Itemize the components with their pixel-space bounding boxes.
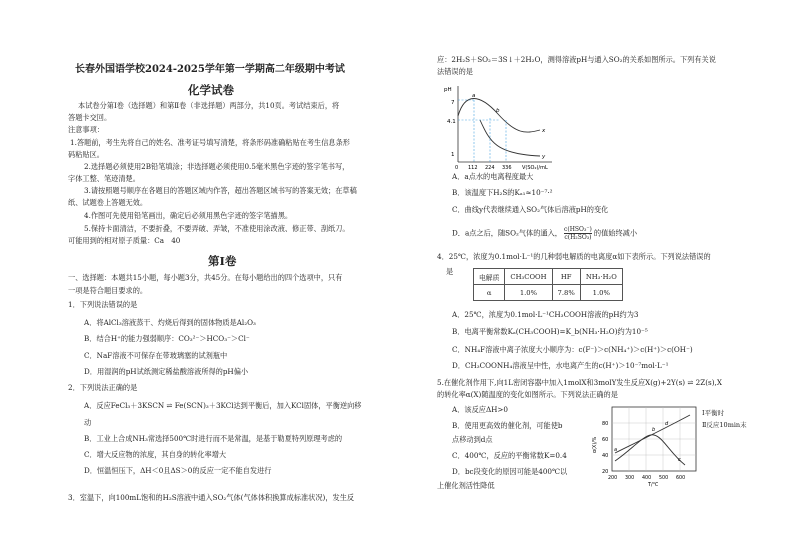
subject-title: 化学试卷 [188, 83, 234, 97]
q3-stem-cont: 法错误的是 [437, 67, 473, 76]
q2-option-b: B．工业上合成NH₃常选择500℃时进行而不是常温，是基于勒夏特列原理考虑的 [84, 434, 343, 443]
x-tick-label: 600 [676, 476, 686, 481]
point-label: b [652, 427, 656, 433]
x-tick-label: 300 [625, 476, 635, 481]
x-tick-label: 336 [502, 165, 512, 170]
q5-legend-2: Ⅱ反应10min末 [702, 421, 747, 429]
q5-option-b: B．使用更高效的催化剂，可能使b [452, 421, 563, 430]
q3-option-b: B．该温度下H₂S的Kₐ₁≈10⁻⁷·² [452, 188, 553, 197]
q2-option-c: C．增大反应物的浓度，其自身的转化率增大 [84, 450, 227, 459]
q3-option-d-post: 的值始终减小 [593, 228, 638, 238]
q2-option-a: A．反应FeCl₃＋3KSCN ⇌ Fe(SCN)₃＋3KCl达到平衡后，加入KCl固体，平衡逆向移 [84, 401, 362, 410]
point-label: c [678, 457, 681, 463]
table-header-cell: CH₃COOH [505, 269, 552, 285]
notice-title: 注意事项： [68, 125, 104, 134]
q4-option-b: B．电离平衡常数Kₐ(CH₃COOH)=K_b(NH₃·H₂O)约为10⁻⁵ [452, 327, 648, 336]
x-tick-label: 400 [642, 476, 652, 481]
table-header-cell: 电解质 [474, 269, 505, 285]
fraction-numerator: c(HSO₃⁻) [564, 226, 592, 233]
q5-stem-cont: 的转化率α(X)随温度的变化如图所示。下列说法正确的是 [437, 390, 618, 399]
q1-option-a: A．将AlCl₃溶液蒸干、灼烧后得到的固体物质是Al₂O₃ [84, 318, 256, 327]
note-line: 2.选择题必须使用2B铅笔填涂；非选择题必须使用0.5毫米黑色字迹的签字笔书写， [84, 162, 350, 171]
q3-option-d-pre: D．a点之后，随SO₂气体的通入， [452, 228, 562, 238]
x-axis-label: V(SO₂)/mL [522, 165, 548, 170]
table-header-cell: NH₃·H₂O [580, 269, 622, 285]
fraction [564, 226, 592, 241]
point-label: a [472, 93, 476, 99]
table-cell: α [474, 285, 505, 301]
point-label: a [614, 447, 618, 453]
grid [612, 407, 696, 471]
q5-option-b-cont: 点移动到d点 [452, 435, 493, 444]
note-line: 1.答题前，考生先将自己的姓名、准考证号填写清楚，将条形码准确粘贴在考生信息条形 [70, 138, 350, 147]
x-tick-label: 200 [608, 476, 618, 481]
q3-option-c: C．曲线y代表继续通入SO₂气体后溶液pH的变化 [452, 205, 609, 214]
q2-stem: 2．下列说法正确的是 [68, 383, 138, 392]
q1-stem: 1．下列说法错误的是 [68, 300, 138, 309]
y-tick-label: 40 [602, 453, 609, 459]
q3-option-a: A．a点水的电离程度最大 [452, 172, 534, 181]
q3-ph-graph [440, 80, 556, 170]
q1-option-c: C．NaF溶液不可保存在带玻璃塞的试剂瓶中 [84, 351, 228, 360]
q5-legend-1: Ⅰ平衡时 [702, 409, 725, 417]
y-axis-label: α(X)/% [593, 436, 598, 453]
x-tick-label: 500 [659, 476, 669, 481]
q5-option-c: C．400℃，反应的平衡常数K=0.4 [452, 451, 567, 460]
table-cell: 1.0% [505, 285, 552, 301]
q3-stem: 3．室温下，向100mL饱和的H₂S溶液中通入SO₂气体(气体体积换算成标准状况)，发生反 [68, 493, 355, 502]
point-label: d [665, 421, 669, 427]
atomic-mass-note: 可能用到的相对原子质量：Ca 40 [68, 236, 181, 245]
note-line: 5.保持卡面清洁，不要折叠，不要弄破、弄皱，不准使用涂改液、修正带、刮纸刀。 [84, 224, 350, 233]
q4-option-c: C．NH₄F溶液中离子浓度大小顺序为：c(F⁻)＞c(NH₄⁺)＞c(H⁺)＞c(OH⁻) [452, 345, 693, 354]
q4-stem: 4．25℃，浓度为0.1mol·L⁻¹的几种弱电解质的电离度α如下表所示。下列说法错误的 [437, 252, 711, 261]
q5-option-a: A．该反应ΔH>0 [452, 405, 508, 414]
x-tick-label: 0 [455, 165, 459, 170]
fraction-denominator: c(H₂SO₃) [564, 234, 592, 241]
y-tick-label: 7 [451, 100, 455, 106]
q5-option-d-cont: 上催化剂活性降低 [437, 481, 495, 490]
q5-option-d: D．bc段变化的原因可能是400℃以 [452, 467, 568, 476]
note-line: 字体工整、笔迹清楚。 [68, 174, 140, 183]
q2-option-d: D．恒温恒压下，ΔH＜0且ΔS＞0的反应一定不能自发进行 [84, 466, 272, 475]
y-axis-label: pH [444, 87, 452, 93]
q5-conversion-graph [590, 403, 700, 487]
curve-I [615, 415, 690, 453]
table-cell: 1.0% [580, 285, 622, 301]
note-line: 纸、试题卷上答题无效。 [68, 198, 148, 207]
y-tick-label: 80 [602, 421, 609, 427]
section-instructions: 一、选择题：本题共15小题，每小题3分，共45分。在每小题给出的四个选项中，只有 [68, 273, 343, 282]
point-label: b [496, 108, 500, 114]
x-tick-label: 112 [468, 165, 478, 170]
y-tick-label: 60 [602, 437, 609, 443]
exam-title: 长春外国语学校2024-2025学年第一学期高二年级期中考试 [75, 64, 345, 75]
q3-stem-cont: 应：2H₂S＋SO₂＝3S↓＋2H₂O，测得溶液pH与通入SO₂的关系如图所示。下列有关说 [437, 55, 716, 64]
q4-option-a: A．25℃，浓度为0.1mol·L⁻¹CH₃COOH溶液的pH约为3 [452, 310, 639, 319]
q4-ionization-table [473, 268, 623, 301]
y-tick-label: 4.1 [447, 119, 456, 125]
table-row [474, 285, 623, 301]
x-tick-label: 224 [485, 165, 495, 170]
table-cell: 7.8% [552, 285, 580, 301]
note-line: 4.作图可先使用铅笔画出，确定后必须用黑色字迹的签字笔描黑。 [84, 211, 293, 220]
q4-stem-cont: 是 [446, 267, 454, 276]
q1-option-b: B．结合H⁺的能力强弱顺序：CO₃²⁻＞HCO₃⁻＞Cl⁻ [84, 334, 250, 343]
curve-II [615, 435, 685, 465]
q4-option-d: D．CH₃COONH₄溶液呈中性，水电离产生的c(H⁺)＞10⁻⁷mol·L⁻¹ [452, 361, 669, 370]
curve-x [458, 99, 540, 133]
table-header-cell: HF [552, 269, 580, 285]
x-axis-label: T/℃ [648, 482, 659, 487]
note-line: 码粘贴区。 [68, 150, 104, 159]
intro-line-2: 答题卡交回。 [68, 113, 112, 122]
intro-line-1: 本试卷分第Ⅰ卷（选择题）和第Ⅱ卷（非选择题）两部分，共10页。考试结束后，将 [78, 101, 340, 110]
y-tick-label: 20 [602, 469, 609, 475]
q3-option-d [452, 226, 637, 241]
section-title: 第Ⅰ卷 [208, 254, 237, 268]
y-tick-label: 1 [451, 152, 455, 158]
section-instructions: 一项是符合题目要求的。 [68, 286, 148, 295]
point-label: y [542, 154, 546, 160]
note-line: 3.请按照题号顺序在各题目的答题区域内作答，超出答题区域书写的答案无效；在草稿 [84, 186, 357, 195]
q5-stem: 5.在催化剂作用下,向1L密闭容器中加入1molX和3molY发生反应X(g)+2Y(s) ⇌ 2Z(s),X [437, 378, 722, 387]
table-header-row [474, 269, 623, 285]
q2-option-a-cont: 动 [84, 418, 92, 427]
q1-option-d: D．用湿润的pH试纸测定稀盐酸溶液所得的pH偏小 [84, 367, 249, 376]
point-label: x [542, 128, 546, 134]
